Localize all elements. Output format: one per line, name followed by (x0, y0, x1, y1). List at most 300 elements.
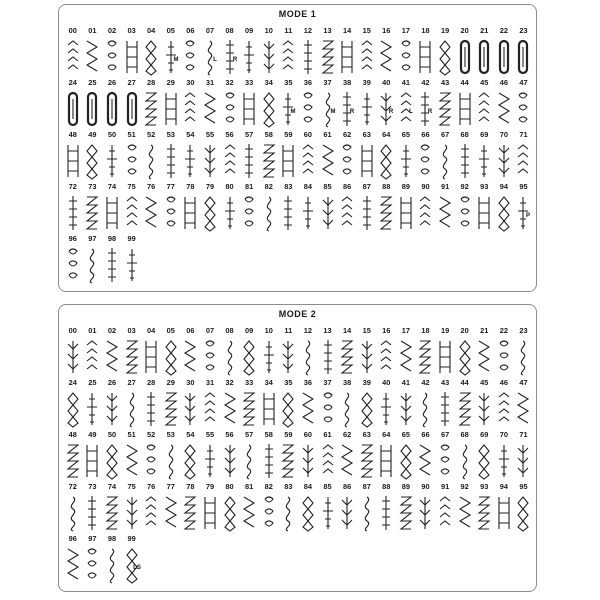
stitch-cell[interactable] (396, 131, 416, 183)
stitch-cell[interactable] (357, 327, 377, 379)
stitch-cell[interactable] (102, 483, 122, 535)
stitch-cell[interactable] (63, 79, 83, 131)
stitch-cell[interactable] (83, 235, 103, 287)
stitch-cell[interactable] (474, 431, 494, 483)
stitch-cell[interactable] (416, 131, 436, 183)
stitch-cell[interactable] (181, 327, 201, 379)
stitch-number: 47 (519, 378, 528, 387)
stitch-cell[interactable] (298, 327, 318, 379)
stitch-number: 21 (480, 326, 489, 335)
stitch-number: 51 (127, 130, 136, 139)
stitch-cell[interactable] (181, 27, 201, 79)
stitch-pattern-icon (222, 493, 238, 533)
stitch-cell[interactable] (83, 327, 103, 379)
stitch-cell[interactable] (357, 483, 377, 535)
stitch-cell[interactable] (435, 183, 455, 235)
stitch-number: 58 (264, 430, 273, 439)
stitch-cell[interactable] (455, 327, 475, 379)
stitch-cell[interactable] (122, 183, 142, 235)
stitch-cell[interactable] (514, 379, 534, 431)
stitch-cell[interactable] (298, 431, 318, 483)
stitch-cell[interactable] (259, 131, 279, 183)
stitch-number: 18 (421, 26, 430, 35)
stitch-cell[interactable] (337, 483, 357, 535)
stitch-number: 22 (499, 26, 508, 35)
stitch-pattern-icon (437, 441, 453, 481)
stitch-cell[interactable] (416, 379, 436, 431)
stitch-cell[interactable] (396, 483, 416, 535)
stitch-cell[interactable] (377, 483, 397, 535)
stitch-cell[interactable] (141, 483, 161, 535)
stitch-cell[interactable] (83, 79, 103, 131)
stitch-pattern-icon (280, 441, 296, 481)
stitch-pattern-icon (65, 337, 81, 377)
stitch-pattern-icon (65, 389, 81, 429)
stitch-number: 70 (499, 430, 508, 439)
stitch-cell[interactable] (181, 483, 201, 535)
stitch-cell[interactable] (200, 379, 220, 431)
stitch-cell[interactable] (259, 27, 279, 79)
stitch-row (63, 379, 534, 431)
stitch-cell[interactable] (161, 79, 181, 131)
stitch-cell[interactable] (474, 27, 494, 79)
stitch-cell[interactable] (416, 27, 436, 79)
stitch-cell[interactable] (141, 131, 161, 183)
stitch-cell[interactable] (141, 183, 161, 235)
stitch-cell[interactable] (102, 535, 122, 587)
stitch-number: 36 (303, 378, 313, 387)
stitch-cell[interactable] (220, 79, 240, 131)
stitch-number: 90 (421, 482, 430, 491)
stitch-pattern-icon (476, 337, 492, 377)
stitch-pattern-icon (359, 441, 375, 481)
stitch-cell[interactable] (435, 431, 455, 483)
stitch-cell[interactable] (318, 27, 338, 79)
stitch-cell[interactable] (63, 431, 83, 483)
stitch-cell[interactable] (514, 483, 534, 535)
stitch-number: 86 (342, 482, 352, 491)
stitch-cell[interactable] (396, 27, 416, 79)
stitch-cell[interactable] (259, 79, 279, 131)
stitch-cell[interactable] (318, 327, 338, 379)
stitch-number: 92 (460, 482, 469, 491)
stitch-cell[interactable] (122, 79, 142, 131)
stitch-cell[interactable] (83, 431, 103, 483)
stitch-cell[interactable] (102, 79, 122, 131)
stitch-cell[interactable] (494, 131, 514, 183)
stitch-cell[interactable] (141, 79, 161, 131)
stitch-cell[interactable] (318, 131, 338, 183)
stitch-cell[interactable] (514, 131, 534, 183)
stitch-cell[interactable] (396, 431, 416, 483)
stitch-cell[interactable] (494, 327, 514, 379)
stitch-pattern-icon (124, 37, 140, 77)
stitch-pattern-icon (104, 245, 120, 285)
stitch-pattern-icon (378, 441, 394, 481)
stitch-cell[interactable] (298, 183, 318, 235)
stitch-pattern-icon (65, 89, 81, 129)
stitch-pattern-icon (202, 141, 218, 181)
stitch-cell[interactable] (220, 483, 240, 535)
stitch-cell[interactable] (455, 183, 475, 235)
stitch-cell[interactable] (514, 431, 534, 483)
stitch-cell[interactable] (122, 431, 142, 483)
stitch-cell[interactable] (259, 483, 279, 535)
stitch-row (63, 183, 534, 235)
stitch-number: 97 (88, 234, 97, 243)
stitch-number: 73 (88, 482, 97, 491)
stitch-cell[interactable] (416, 79, 436, 131)
stitch-number: 69 (480, 430, 489, 439)
stitch-cell[interactable] (161, 131, 181, 183)
stitch-cell[interactable] (337, 79, 357, 131)
stitch-cell[interactable] (63, 379, 83, 431)
stitch-pattern-icon (222, 141, 238, 181)
stitch-cell[interactable] (102, 431, 122, 483)
stitch-cell[interactable] (435, 379, 455, 431)
stitch-number: 89 (401, 182, 410, 191)
stitch-cell[interactable] (279, 27, 299, 79)
stitch-cell[interactable] (357, 79, 377, 131)
stitch-pattern-icon (222, 389, 238, 429)
stitch-pattern-icon (104, 141, 120, 181)
stitch-pattern-icon (84, 545, 100, 585)
stitch-cell[interactable] (239, 379, 259, 431)
stitch-pattern-icon (261, 37, 277, 77)
stitch-cell[interactable] (239, 79, 259, 131)
stitch-cell[interactable] (494, 379, 514, 431)
stitch-cell[interactable] (102, 27, 122, 79)
stitch-cell[interactable] (279, 379, 299, 431)
stitch-pattern-icon (300, 337, 316, 377)
stitch-cell[interactable] (357, 379, 377, 431)
stitch-cell[interactable] (474, 379, 494, 431)
stitch-cell[interactable] (239, 183, 259, 235)
stitch-number: 17 (401, 326, 410, 335)
stitch-cell[interactable] (337, 431, 357, 483)
stitch-cell[interactable] (122, 379, 142, 431)
stitch-cell[interactable] (416, 431, 436, 483)
stitch-cell[interactable] (514, 327, 534, 379)
stitch-cell[interactable] (514, 183, 534, 235)
stitch-cell[interactable] (298, 27, 318, 79)
stitch-cell[interactable] (474, 327, 494, 379)
stitch-number: 30 (186, 78, 195, 87)
stitch-cell[interactable] (416, 327, 436, 379)
stitch-cell[interactable] (396, 79, 416, 131)
stitch-number: 81 (245, 182, 254, 191)
stitch-cell[interactable] (220, 327, 240, 379)
stitch-cell[interactable] (396, 183, 416, 235)
stitch-pattern-icon (84, 141, 100, 181)
stitch-number: 06 (186, 26, 195, 35)
stitch-cell[interactable] (377, 131, 397, 183)
stitch-cell[interactable] (220, 27, 240, 79)
stitch-pattern-icon (182, 337, 198, 377)
stitch-cell[interactable] (337, 183, 357, 235)
stitch-pattern-icon (359, 193, 375, 233)
stitch-cell[interactable] (122, 535, 142, 587)
stitch-pattern-icon (320, 441, 336, 481)
stitch-cell[interactable] (435, 79, 455, 131)
stitch-number: 62 (342, 430, 352, 439)
stitch-cell[interactable] (220, 183, 240, 235)
stitch-pattern-icon (104, 545, 120, 585)
stitch-cell[interactable] (455, 379, 475, 431)
stitch-cell[interactable] (259, 379, 279, 431)
stitch-cell[interactable] (377, 431, 397, 483)
stitch-cell[interactable] (279, 183, 299, 235)
stitch-cell[interactable] (63, 131, 83, 183)
stitch-cell[interactable] (181, 183, 201, 235)
stitch-number: 77 (166, 182, 175, 191)
stitch-number: 02 (107, 326, 117, 335)
stitch-number: 56 (225, 430, 234, 439)
stitch-cell[interactable] (279, 327, 299, 379)
stitch-cell[interactable] (318, 431, 338, 483)
stitch-cell[interactable] (357, 131, 377, 183)
stitch-pattern-icon (378, 141, 394, 181)
stitch-cell[interactable] (494, 79, 514, 131)
stitch-cell[interactable] (83, 379, 103, 431)
stitch-pattern-icon (222, 337, 238, 377)
stitch-pattern-icon (398, 37, 414, 77)
stitch-cell[interactable] (220, 379, 240, 431)
stitch-cell[interactable] (279, 79, 299, 131)
stitch-cell[interactable] (357, 431, 377, 483)
stitch-cell[interactable] (200, 183, 220, 235)
stitch-cell[interactable] (239, 27, 259, 79)
stitch-cell[interactable] (102, 327, 122, 379)
stitch-cell[interactable] (377, 27, 397, 79)
stitch-cell[interactable] (161, 183, 181, 235)
stitch-cell[interactable] (357, 183, 377, 235)
stitch-cell[interactable] (141, 379, 161, 431)
stitch-pattern-icon (163, 37, 179, 77)
stitch-cell[interactable] (357, 27, 377, 79)
stitch-cell[interactable] (337, 131, 357, 183)
stitch-cell[interactable] (83, 535, 103, 587)
stitch-number: 49 (88, 130, 97, 139)
stitch-cell[interactable] (200, 483, 220, 535)
stitch-number: 19 (440, 26, 450, 35)
stitch-cell[interactable] (220, 431, 240, 483)
stitch-pattern-icon (261, 141, 277, 181)
stitch-cell[interactable] (455, 483, 475, 535)
stitch-pattern-icon (182, 389, 198, 429)
stitch-cell[interactable] (200, 79, 220, 131)
stitch-cell[interactable] (416, 483, 436, 535)
stitch-cell[interactable] (200, 431, 220, 483)
stitch-pattern-icon (359, 337, 375, 377)
stitch-pattern-icon (339, 441, 355, 481)
stitch-pattern-icon (476, 141, 492, 181)
stitch-cell[interactable] (239, 483, 259, 535)
stitch-cell[interactable] (181, 131, 201, 183)
stitch-cell[interactable] (279, 431, 299, 483)
stitch-number: 00 (68, 326, 77, 335)
stitch-cell[interactable] (298, 379, 318, 431)
stitch-cell[interactable] (63, 483, 83, 535)
stitch-cell[interactable] (435, 483, 455, 535)
stitch-pattern-icon (261, 389, 277, 429)
stitch-cell[interactable] (63, 27, 83, 79)
stitch-cell[interactable] (102, 131, 122, 183)
stitch-cell[interactable] (122, 483, 142, 535)
stitch-cell[interactable] (161, 431, 181, 483)
stitch-cell[interactable] (161, 483, 181, 535)
stitch-cell[interactable] (181, 431, 201, 483)
stitch-cell[interactable] (494, 183, 514, 235)
stitch-number: 43 (440, 78, 450, 87)
stitch-pattern-icon (222, 89, 238, 129)
stitch-cell[interactable] (83, 131, 103, 183)
stitch-cell[interactable] (259, 183, 279, 235)
stitch-cell[interactable] (200, 27, 220, 79)
stitch-cell[interactable] (377, 183, 397, 235)
stitch-cell[interactable] (337, 327, 357, 379)
mode-2-panel (58, 304, 537, 592)
stitch-cell[interactable] (318, 379, 338, 431)
stitch-cell[interactable] (318, 79, 338, 131)
stitch-pattern-icon (496, 441, 512, 481)
stitch-number: 23 (519, 26, 528, 35)
stitch-cell[interactable] (337, 379, 357, 431)
stitch-cell[interactable] (318, 183, 338, 235)
stitch-cell[interactable] (377, 79, 397, 131)
stitch-cell[interactable] (416, 183, 436, 235)
stitch-cell[interactable] (494, 27, 514, 79)
stitch-cell[interactable] (474, 131, 494, 183)
stitch-number: 53 (166, 130, 175, 139)
stitch-number: 95 (519, 482, 528, 491)
stitch-cell[interactable] (181, 79, 201, 131)
stitch-cell[interactable] (279, 483, 299, 535)
stitch-cell[interactable] (122, 27, 142, 79)
stitch-cell[interactable] (141, 27, 161, 79)
stitch-cell[interactable] (318, 483, 338, 535)
stitch-cell[interactable] (455, 27, 475, 79)
stitch-cell[interactable] (220, 131, 240, 183)
stitch-cell[interactable] (239, 431, 259, 483)
stitch-cell[interactable] (474, 483, 494, 535)
stitch-cell[interactable] (435, 327, 455, 379)
stitch-pattern-icon (457, 389, 473, 429)
stitch-cell[interactable] (102, 379, 122, 431)
stitch-number: 07 (205, 326, 215, 335)
stitch-number: 07 (205, 26, 215, 35)
stitch-cell[interactable] (83, 183, 103, 235)
stitch-cell[interactable] (239, 327, 259, 379)
stitch-cell[interactable] (377, 379, 397, 431)
stitch-cell[interactable] (494, 431, 514, 483)
stitch-pattern-icon (398, 193, 414, 233)
stitch-cell[interactable] (200, 131, 220, 183)
stitch-number: 35 (284, 378, 293, 387)
stitch-cell[interactable] (377, 327, 397, 379)
stitch-number: 82 (264, 482, 273, 491)
stitch-pattern-icon (143, 337, 159, 377)
stitch-number: 66 (421, 430, 430, 439)
stitch-cell[interactable] (63, 535, 83, 587)
stitch-pattern-icon (182, 37, 198, 77)
stitch-cell[interactable] (298, 483, 318, 535)
stitch-cell[interactable] (259, 327, 279, 379)
stitch-number: 33 (245, 78, 254, 87)
stitch-cell[interactable] (141, 327, 161, 379)
stitch-cell[interactable] (259, 431, 279, 483)
stitch-cell[interactable] (435, 27, 455, 79)
stitch-cell[interactable] (396, 327, 416, 379)
stitch-cell[interactable] (63, 235, 83, 287)
stitch-cell[interactable] (181, 379, 201, 431)
stitch-pattern-icon (398, 493, 414, 533)
stitch-cell[interactable] (161, 27, 181, 79)
stitch-cell[interactable] (161, 379, 181, 431)
stitch-cell[interactable] (298, 79, 318, 131)
stitch-number: 35 (284, 78, 293, 87)
stitch-cell[interactable] (83, 27, 103, 79)
stitch-cell[interactable] (122, 131, 142, 183)
stitch-pattern-icon (339, 389, 355, 429)
stitch-pattern-label: L (213, 57, 217, 63)
stitch-cell[interactable] (514, 79, 534, 131)
stitch-cell[interactable] (514, 27, 534, 79)
stitch-cell[interactable] (474, 79, 494, 131)
stitch-pattern-icon (496, 89, 512, 129)
stitch-number: 15 (362, 26, 371, 35)
stitch-number: 93 (480, 482, 489, 491)
stitch-cell[interactable] (337, 27, 357, 79)
stitch-number: 63 (362, 430, 371, 439)
stitch-cell[interactable] (63, 327, 83, 379)
stitch-pattern-icon (398, 389, 414, 429)
stitch-cell[interactable] (102, 183, 122, 235)
stitch-number: 13 (323, 326, 332, 335)
stitch-number: 46 (499, 378, 508, 387)
stitch-cell[interactable] (102, 235, 122, 287)
stitch-cell[interactable] (63, 183, 83, 235)
stitch-pattern-icon (515, 441, 531, 481)
stitch-pattern-icon (222, 441, 238, 481)
stitch-cell[interactable] (396, 379, 416, 431)
stitch-number: 61 (323, 430, 332, 439)
stitch-cell[interactable] (474, 183, 494, 235)
stitch-cell[interactable] (122, 327, 142, 379)
stitch-number: 29 (166, 378, 175, 387)
stitch-pattern-icon (457, 37, 473, 77)
stitch-cell[interactable] (200, 327, 220, 379)
stitch-pattern-icon (496, 389, 512, 429)
stitch-row (63, 327, 534, 379)
stitch-cell[interactable] (298, 131, 318, 183)
stitch-cell[interactable] (161, 327, 181, 379)
stitch-cell[interactable] (455, 431, 475, 483)
stitch-pattern-icon (359, 389, 375, 429)
stitch-cell[interactable] (239, 131, 259, 183)
stitch-cell[interactable] (435, 131, 455, 183)
stitch-cell[interactable] (83, 483, 103, 535)
stitch-cell[interactable] (279, 131, 299, 183)
stitch-number: 08 (225, 326, 234, 335)
stitch-cell[interactable] (122, 235, 142, 287)
stitch-cell[interactable] (455, 131, 475, 183)
stitch-cell[interactable] (141, 431, 161, 483)
stitch-pattern-icon (163, 193, 179, 233)
stitch-cell[interactable] (455, 79, 475, 131)
stitch-pattern-icon (124, 193, 140, 233)
stitch-cell[interactable] (494, 483, 514, 535)
